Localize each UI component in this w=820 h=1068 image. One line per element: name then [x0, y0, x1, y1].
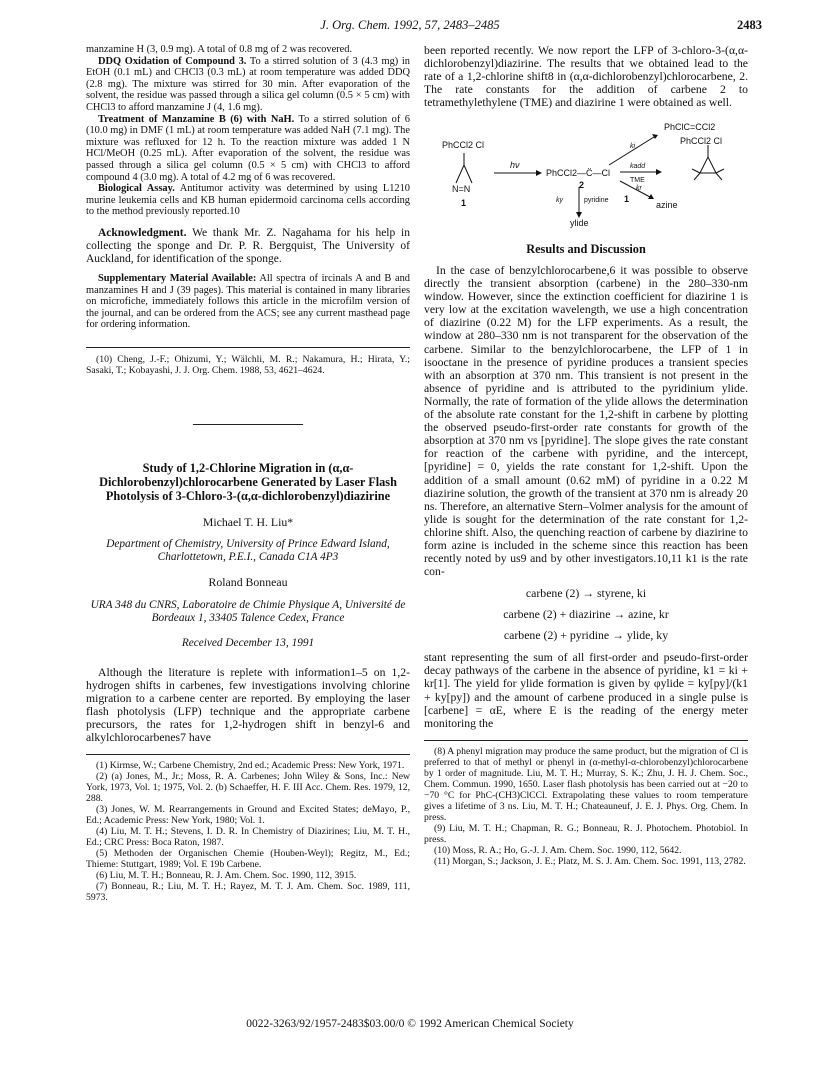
- compound-number: 1: [624, 194, 630, 205]
- azine-label: azine: [656, 200, 678, 211]
- footnote: (2) (a) Jones, M., Jr.; Moss, R. A. Carbenes; John Wiley & Sons, Inc.: New York, 1973, Vol. 1; 1975, Vol. 2. (b) Schaeffer, H. F. III Acc. Chem. Res. 1979, 12, 288.: [86, 771, 410, 805]
- equation: carbene (2) → styrene, ki: [525, 586, 647, 601]
- paragraph-text: To a stirred solution of 6 (10.0 mg) in DMF (1 mL) at room temperature was added NaH (7.1 mg). The mixture was refluxed for 12 h. To the reaction mixture was added 1 N HCl/MeOH (0.25 mL). After evaporation of the solvent, the residue was passed through a silica gel column (0.5 × 5 cm) with CHCl3 to afford compound 4 (3.0 mg). A total of 4.2 mg of 6 was recovered.: [86, 113, 410, 183]
- paragraph: In the case of benzylchlorocarbene,6 it was possible to observe directly the transient absorption (carbene) in the 280–330-nm window. However, since the extinction coefficient for diazirine 1 is very low at the excitation wavelength, we use a high concentration of diazirine (0.22 M) for the LFP experiments. As a result, the window at 280–330 nm is not transparent for the observation of the carbene. Similar to the benzylchlorocarbene, the LFP of 1 in isooctane in the presence of pyridine produces a transient species with an absorption at 370 nm. This transient is not present in the absence of pyridine and is attributed to the pyridinium ylide. Normally, the rate of formation of the ylide allows the determination of the absolute rate constant for the 1,2-shift in carbene by plotting the observed pseudo-first-order rate constants for growth of the absorption at 370 nm vs [pyridine]. The slope gives the rate constant for reaction of the carbene with pyridine, and the intercept, [pyridine] = 0, yields the rate constant for 1,2-shift. Upon the addition of a small amount (0.62 mM) of pyridine in a 0.22 M diazirine solution, the growth of the transient at 370 nm is already 20 ns. Therefore, an alternative Stern–Volmer analysis for the amount of ylide is sought for the determination of the rate constant for 1,2-chlorine shift. Also, the quenching reaction of carbene by diazirine to form azine is included in the scheme since this reaction has been recently noted by us9 and by other investigators.10,11 k1 is the rate con-: [424, 264, 748, 579]
- footnote: (1) Kirmse, W.; Carbene Chemistry, 2nd ed.; Academic Press: New York, 1971.: [96, 760, 405, 772]
- rate-label: ky: [556, 197, 563, 205]
- reaction-scheme: [424, 117, 748, 227]
- paragraph-text: To a stirred solution of 3 (4.3 mg) in EtOH (0.1 mL) and CHCl3 (0.3 mL) at room temperature was added DDQ (2.8 mg). The mixture was stirred for 30 min. After evaporation of the solvent, the residue was passed through a silica gel column (0.5 × 5 cm) with CHCl3 to afford manzamine J (4, 1.6 mg).: [86, 55, 410, 113]
- page-number: 2483: [737, 18, 762, 32]
- affiliation: URA 348 du CNRS, Laboratoire de Chimie Physique A, Université de Bordeaux 1, 33405 Talence Cedex, France: [90, 598, 406, 624]
- footnote: (10) Moss, R. A.; Ho, G.-J. J. Am. Chem. Soc. 1990, 112, 5642.: [434, 844, 682, 856]
- acknowledgment: [86, 227, 410, 266]
- compound-number: 1: [461, 198, 467, 209]
- footnote: (7) Bonneau, R.; Liu, M. T. H.; Rayez, M. T. J. Am. Chem. Soc. 1989, 111, 5973.: [86, 881, 410, 904]
- footnote: (9) Liu, M. T. H.; Chapman, R. G.; Bonneau, R. J. Photochem. Photobiol. In press.: [424, 822, 748, 845]
- carbene-label: PhCCl2—C̈—Cl: [546, 168, 611, 179]
- styrene-label: PhClC=CCl2: [664, 122, 716, 133]
- supplementary-material: [86, 273, 410, 331]
- divider: [86, 347, 410, 348]
- article-title: Study of 1,2-Chlorine Migration in (α,α-Dichlorobenzyl)chlorocarbene Generated by Laser Flash Photolysis of 3-Chloro-3-(α,α-dichlorobenzyl)diazirine: [99, 460, 397, 504]
- paragraph: manzamine H (3, 0.9 mg). A total of 0.8 mg of 2 was recovered.: [86, 44, 353, 55]
- run-in-heading: Supplementary Material Available:: [98, 272, 257, 284]
- right-column: [424, 44, 748, 867]
- divider: [86, 754, 410, 755]
- rate-label: ki: [630, 143, 636, 151]
- footnote: (4) Liu, M. T. H.; Stevens, I. D. R. In Chemistry of Diazirines; Liu, M. T. H., Ed.; CRC Press: Boca Raton, 1987.: [86, 826, 410, 849]
- footnote: (8) A phenyl migration may produce the same product, but the migration of Cl is preferred to that of methyl or phenyl in (α-methyl-α-chlorobenzyl)chlorocarbene by 1 order of magnitude. Liu, M. T. H.; Murray, S. K.; Zhu, J. H. J. Chem. Soc., Chem. Commun. 1990, 1650. Laser flash photolysis has been carried out at −20 to −70 °C for PhC-(CH3)ClCCl. Extrapolating these values to room temperature gives a lifetime of 3 ns. Liu, M. T. H.; Chateauneuf, J. E. J. Phys. Org. Chem. In press.: [424, 745, 748, 823]
- nah-section: [86, 114, 410, 184]
- reactant-label: PhCCl2 Cl: [442, 140, 485, 151]
- section-heading: Results and Discussion: [526, 242, 646, 257]
- journal-citation: J. Org. Chem. 1992, 57, 2483–2485: [320, 18, 500, 32]
- footnote-ref10: (10) Cheng, J.-F.; Ohizumi, Y.; Wälchli, M. R.; Nakamura, H.; Hirata, Y.; Sasaki, T.; Kobayashi, J. J. Org. Chem. 1988, 53, 4621–4624.: [86, 353, 410, 376]
- footnote: (3) Jones, W. M. Rearrangements in Ground and Excited States; deMayo, P., Ed.; Academic Press: New York, 1980; Vol. 1.: [86, 804, 410, 827]
- paragraph-text: All spectra of ircinals A and B and manzamines H and J (39 pages). This material is contained in many libraries on microfiche, immediately follows this article in the microfilm version of the journal, and can be ordered from the ACS; see any current masthead page for ordering information.: [86, 272, 410, 331]
- received-date: Received December 13, 1991: [181, 636, 315, 649]
- author-name: Roland Bonneau: [208, 575, 288, 590]
- pyridine-label: pyridine: [584, 197, 609, 205]
- paragraph-text: We thank Mr. Z. Nagahama for his help in collecting the sponge and Dr. P. R. Bergquist, The University of Auckland, for identification of the sponge.: [86, 226, 410, 265]
- divider: [424, 740, 748, 741]
- bio-section: [86, 183, 410, 218]
- intro-paragraph: Although the literature is replete with information1–5 on 1,2-hydrogen shifts in carbenes, few investigations involving chlorine migration to a carbene center are reported. By employing the laser flash photolysis (LFP) technique and the appropriate carbene precursors, the rates for 1,2-hydrogen shift in benzyl-6 and alkylchlorocarbenes7 have: [86, 665, 410, 745]
- cyclopropane-label: PhCCl2 Cl: [680, 136, 723, 147]
- ylide-label: ylide: [570, 218, 589, 229]
- run-in-heading: Biological Assay.: [98, 183, 175, 195]
- footnotes: [424, 746, 748, 867]
- page-footer: 0022-3263/92/1957-2483$03.00/0 © 1992 American Chemical Society: [246, 1018, 574, 1030]
- run-in-heading: Acknowledgment.: [98, 226, 187, 239]
- equation: carbene (2) + pyridine → ylide, ky: [503, 628, 669, 643]
- diazirine-ring-label: N=N: [452, 184, 471, 195]
- rate-label: kr: [636, 185, 642, 193]
- paragraph-text: Antitumor activity was determined by using L1210 murine leukemia cells and KB human epidermoid carcinoma cells according to the method previously reported.10: [86, 183, 410, 218]
- page-header: [0, 18, 820, 34]
- equation: carbene (2) + diazirine → azine, kr: [503, 607, 669, 622]
- ddq-section: [86, 56, 410, 114]
- run-in-heading: Treatment of Manzamine B (6) with NaH.: [98, 113, 295, 125]
- rate-label: kadd: [630, 163, 646, 171]
- footnotes: [86, 760, 410, 903]
- paragraph: stant representing the sum of all first-order and pseudo-first-order decay pathways of the carbene in the absence of pyridine, k1 = ki + kr[1]. The yield for ylide formation is given by φylide = ky[py]/(k1 + ky[py]) and the amount of carbene produced in a single pulse is [carbene] = αE, where E is the reading of the energy meter monitoring the: [424, 651, 748, 730]
- footnote: (11) Morgan, S.; Jackson, J. E.; Platz, M. S. J. Am. Chem. Soc. 1991, 113, 2782.: [434, 855, 746, 867]
- footnote: (6) Liu, M. T. H.; Bonneau, R. J. Am. Chem. Soc. 1990, 112, 3915.: [96, 870, 357, 882]
- author-name: Michael T. H. Liu*: [202, 514, 294, 529]
- paragraph: been reported recently. We now report the LFP of 3-chloro-3-(α,α-dichlorobenzyl)diazirine. The results that we obtained lead to the rate of a 1,2-chlorine shift8 in (α,α-dichlorobenzyl)chlorocarbene, 2. The rate constants for the addition of carbene 2 to tetramethylethylene (TME) and diazirine 1 were obtained as well.: [424, 44, 748, 110]
- footnote: (5) Methoden der Organischen Chemie (Houben-Weyl); Regitz, M., Ed.; Thieme: Stuttgart, 1989; Vol. E 19b Carbene.: [86, 848, 410, 871]
- tme-label: TME: [630, 177, 645, 185]
- compound-number: 2: [579, 180, 585, 191]
- left-column: [86, 44, 410, 903]
- run-in-heading: DDQ Oxidation of Compound 3.: [98, 55, 247, 67]
- affiliation: Department of Chemistry, University of Prince Edward Island, Charlottetown, P.E.I., Canada C1A 4P3: [106, 538, 390, 564]
- hv-label: hν: [510, 160, 520, 171]
